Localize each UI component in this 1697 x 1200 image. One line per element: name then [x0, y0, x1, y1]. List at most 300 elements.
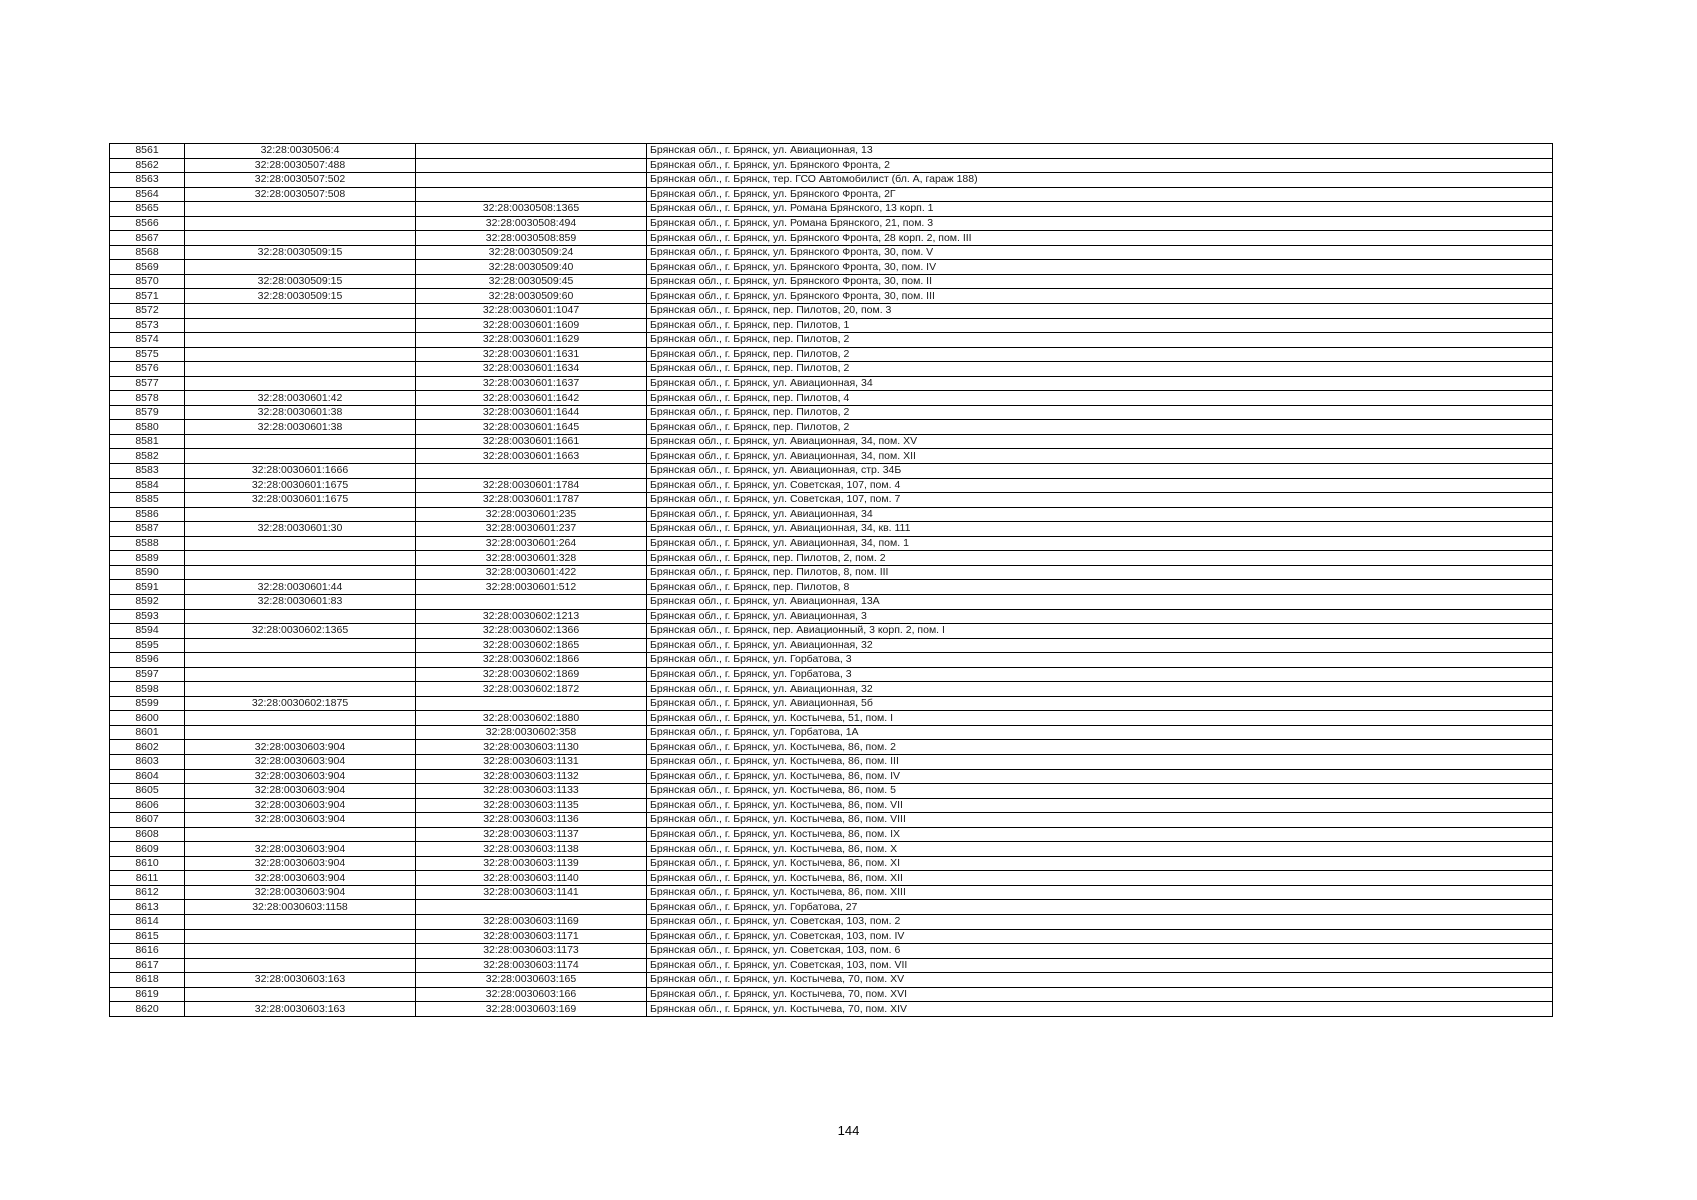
row-number-cell: 8616 — [110, 944, 185, 959]
parcel-cadastral-number-cell — [185, 638, 416, 653]
address-cell: Брянская обл., г. Брянск, ул. Костычева, 86, пом. IX — [647, 827, 1553, 842]
parcel-cadastral-number-cell: 32:28:0030603:904 — [185, 798, 416, 813]
parcel-cadastral-number-cell — [185, 216, 416, 231]
address-cell: Брянская обл., г. Брянск, ул. Советская, 103, пом. IV — [647, 929, 1553, 944]
parcel-cadastral-number-cell — [185, 565, 416, 580]
parcel-cadastral-number-cell: 32:28:0030603:904 — [185, 784, 416, 799]
address-cell: Брянская обл., г. Брянск, ул. Авиационная, 13 — [647, 144, 1553, 159]
table-row — [110, 871, 1553, 886]
table-row — [110, 973, 1553, 988]
table-row — [110, 289, 1553, 304]
row-number-cell: 8612 — [110, 885, 185, 900]
row-number-cell: 8611 — [110, 871, 185, 886]
row-number-cell: 8605 — [110, 784, 185, 799]
row-number-cell: 8575 — [110, 347, 185, 362]
row-number-cell: 8599 — [110, 696, 185, 711]
table-row — [110, 522, 1553, 537]
row-number-cell: 8595 — [110, 638, 185, 653]
address-cell: Брянская обл., г. Брянск, ул. Авиационная, 34, кв. 111 — [647, 522, 1553, 537]
address-cell: Брянская обл., г. Брянск, пер. Пилотов, 1 — [647, 318, 1553, 333]
row-number-cell: 8603 — [110, 754, 185, 769]
table-row — [110, 260, 1553, 275]
object-cadastral-number-cell: 32:28:0030603:165 — [416, 973, 647, 988]
row-number-cell: 8596 — [110, 653, 185, 668]
parcel-cadastral-number-cell — [185, 449, 416, 464]
parcel-cadastral-number-cell — [185, 944, 416, 959]
object-cadastral-number-cell: 32:28:0030601:264 — [416, 536, 647, 551]
table-row — [110, 653, 1553, 668]
object-cadastral-number-cell: 32:28:0030603:1131 — [416, 754, 647, 769]
object-cadastral-number-cell: 32:28:0030601:1784 — [416, 478, 647, 493]
address-cell: Брянская обл., г. Брянск, ул. Авиационная, 32 — [647, 682, 1553, 697]
object-cadastral-number-cell: 32:28:0030602:1869 — [416, 667, 647, 682]
table-row — [110, 245, 1553, 260]
row-number-cell: 8610 — [110, 856, 185, 871]
row-number-cell: 8570 — [110, 274, 185, 289]
table-row — [110, 958, 1553, 973]
address-cell: Брянская обл., г. Брянск, ул. Горбатова, 27 — [647, 900, 1553, 915]
object-cadastral-number-cell: 32:28:0030508:859 — [416, 231, 647, 246]
object-cadastral-number-cell: 32:28:0030601:1634 — [416, 362, 647, 377]
parcel-cadastral-number-cell: 32:28:0030603:1158 — [185, 900, 416, 915]
row-number-cell: 8601 — [110, 725, 185, 740]
table-row — [110, 842, 1553, 857]
object-cadastral-number-cell: 32:28:0030509:24 — [416, 245, 647, 260]
address-cell: Брянская обл., г. Брянск, ул. Авиационная, 32 — [647, 638, 1553, 653]
row-number-cell: 8608 — [110, 827, 185, 842]
row-number-cell: 8566 — [110, 216, 185, 231]
table-row — [110, 944, 1553, 959]
table-row — [110, 885, 1553, 900]
object-cadastral-number-cell: 32:28:0030509:40 — [416, 260, 647, 275]
table-row — [110, 769, 1553, 784]
table-row — [110, 362, 1553, 377]
object-cadastral-number-cell: 32:28:0030602:1872 — [416, 682, 647, 697]
row-number-cell: 8582 — [110, 449, 185, 464]
table-row — [110, 813, 1553, 828]
object-cadastral-number-cell: 32:28:0030508:494 — [416, 216, 647, 231]
address-cell: Брянская обл., г. Брянск, ул. Брянского Фронта, 30, пом. V — [647, 245, 1553, 260]
row-number-cell: 8617 — [110, 958, 185, 973]
address-cell: Брянская обл., г. Брянск, ул. Горбатова, 1А — [647, 725, 1553, 740]
address-cell: Брянская обл., г. Брянск, ул. Брянского Фронта, 2 — [647, 158, 1553, 173]
object-cadastral-number-cell: 32:28:0030603:1136 — [416, 813, 647, 828]
object-cadastral-number-cell: 32:28:0030601:1661 — [416, 434, 647, 449]
table-row — [110, 420, 1553, 435]
object-cadastral-number-cell: 32:28:0030601:1609 — [416, 318, 647, 333]
object-cadastral-number-cell: 32:28:0030603:1141 — [416, 885, 647, 900]
row-number-cell: 8587 — [110, 522, 185, 537]
table-row — [110, 754, 1553, 769]
table-row — [110, 638, 1553, 653]
address-cell: Брянская обл., г. Брянск, ул. Советская, 107, пом. 4 — [647, 478, 1553, 493]
parcel-cadastral-number-cell — [185, 507, 416, 522]
table-row — [110, 1002, 1553, 1017]
row-number-cell: 8620 — [110, 1002, 185, 1017]
address-cell: Брянская обл., г. Брянск, ул. Костычева, 86, пом. IV — [647, 769, 1553, 784]
table-row — [110, 827, 1553, 842]
parcel-cadastral-number-cell: 32:28:0030603:904 — [185, 769, 416, 784]
row-number-cell: 8607 — [110, 813, 185, 828]
object-cadastral-number-cell: 32:28:0030603:1130 — [416, 740, 647, 755]
row-number-cell: 8604 — [110, 769, 185, 784]
row-number-cell: 8586 — [110, 507, 185, 522]
object-cadastral-number-cell — [416, 173, 647, 188]
object-cadastral-number-cell: 32:28:0030601:1787 — [416, 493, 647, 508]
address-cell: Брянская обл., г. Брянск, пер. Пилотов, 2 — [647, 420, 1553, 435]
parcel-cadastral-number-cell — [185, 231, 416, 246]
row-number-cell: 8564 — [110, 187, 185, 202]
row-number-cell: 8600 — [110, 711, 185, 726]
table-row — [110, 187, 1553, 202]
address-cell: Брянская обл., г. Брянск, ул. Авиационная, 3 — [647, 609, 1553, 624]
parcel-cadastral-number-cell — [185, 827, 416, 842]
address-cell: Брянская обл., г. Брянск, ул. Брянского Фронта, 30, пом. II — [647, 274, 1553, 289]
parcel-cadastral-number-cell — [185, 434, 416, 449]
row-number-cell: 8589 — [110, 551, 185, 566]
object-cadastral-number-cell: 32:28:0030602:1366 — [416, 624, 647, 639]
row-number-cell: 8577 — [110, 376, 185, 391]
row-number-cell: 8592 — [110, 594, 185, 609]
object-cadastral-number-cell: 32:28:0030601:422 — [416, 565, 647, 580]
parcel-cadastral-number-cell — [185, 987, 416, 1002]
table-row — [110, 493, 1553, 508]
address-cell: Брянская обл., г. Брянск, ул. Брянского Фронта, 30, пом. III — [647, 289, 1553, 304]
object-cadastral-number-cell: 32:28:0030603:166 — [416, 987, 647, 1002]
table-row — [110, 347, 1553, 362]
parcel-cadastral-number-cell — [185, 551, 416, 566]
address-cell: Брянская обл., г. Брянск, пер. Пилотов, 2, пом. 2 — [647, 551, 1553, 566]
address-cell: Брянская обл., г. Брянск, ул. Советская, 107, пом. 7 — [647, 493, 1553, 508]
object-cadastral-number-cell: 32:28:0030601:1644 — [416, 405, 647, 420]
address-cell: Брянская обл., г. Брянск, ул. Костычева, 51, пом. I — [647, 711, 1553, 726]
table-row — [110, 405, 1553, 420]
address-cell: Брянская обл., г. Брянск, пер. Пилотов, 20, пом. 3 — [647, 304, 1553, 319]
table-row — [110, 856, 1553, 871]
registry-table — [109, 143, 1553, 1017]
object-cadastral-number-cell: 32:28:0030601:1629 — [416, 333, 647, 348]
table-row — [110, 667, 1553, 682]
table-row — [110, 144, 1553, 159]
row-number-cell: 8598 — [110, 682, 185, 697]
row-number-cell: 8602 — [110, 740, 185, 755]
table-row — [110, 376, 1553, 391]
parcel-cadastral-number-cell: 32:28:0030509:15 — [185, 245, 416, 260]
object-cadastral-number-cell: 32:28:0030601:1047 — [416, 304, 647, 319]
parcel-cadastral-number-cell: 32:28:0030507:502 — [185, 173, 416, 188]
table-row — [110, 216, 1553, 231]
parcel-cadastral-number-cell: 32:28:0030506:4 — [185, 144, 416, 159]
row-number-cell: 8615 — [110, 929, 185, 944]
parcel-cadastral-number-cell: 32:28:0030601:1675 — [185, 493, 416, 508]
object-cadastral-number-cell: 32:28:0030601:1631 — [416, 347, 647, 362]
object-cadastral-number-cell: 32:28:0030601:1663 — [416, 449, 647, 464]
table-row — [110, 551, 1553, 566]
object-cadastral-number-cell: 32:28:0030509:60 — [416, 289, 647, 304]
row-number-cell: 8572 — [110, 304, 185, 319]
row-number-cell: 8571 — [110, 289, 185, 304]
row-number-cell: 8594 — [110, 624, 185, 639]
object-cadastral-number-cell: 32:28:0030603:1133 — [416, 784, 647, 799]
object-cadastral-number-cell: 32:28:0030601:1642 — [416, 391, 647, 406]
parcel-cadastral-number-cell: 32:28:0030601:44 — [185, 580, 416, 595]
table-row — [110, 478, 1553, 493]
parcel-cadastral-number-cell — [185, 362, 416, 377]
address-cell: Брянская обл., г. Брянск, ул. Брянского Фронта, 2Г — [647, 187, 1553, 202]
parcel-cadastral-number-cell — [185, 304, 416, 319]
address-cell: Брянская обл., г. Брянск, ул. Костычева, 86, пом. XI — [647, 856, 1553, 871]
address-cell: Брянская обл., г. Брянск, ул. Костычева, 86, пом. 2 — [647, 740, 1553, 755]
address-cell: Брянская обл., г. Брянск, ул. Авиационная, 34 — [647, 376, 1553, 391]
row-number-cell: 8593 — [110, 609, 185, 624]
address-cell: Брянская обл., г. Брянск, ул. Авиационная, стр. 34Б — [647, 464, 1553, 479]
table-row — [110, 434, 1553, 449]
object-cadastral-number-cell — [416, 594, 647, 609]
parcel-cadastral-number-cell: 32:28:0030603:904 — [185, 754, 416, 769]
row-number-cell: 8568 — [110, 245, 185, 260]
parcel-cadastral-number-cell: 32:28:0030601:38 — [185, 420, 416, 435]
object-cadastral-number-cell: 32:28:0030601:1645 — [416, 420, 647, 435]
table-row — [110, 202, 1553, 217]
row-number-cell: 8590 — [110, 565, 185, 580]
address-cell: Брянская обл., г. Брянск, пер. Пилотов, 8, пом. III — [647, 565, 1553, 580]
address-cell: Брянская обл., г. Брянск, ул. Костычева, 70, пом. XV — [647, 973, 1553, 988]
parcel-cadastral-number-cell: 32:28:0030603:163 — [185, 973, 416, 988]
table-row — [110, 158, 1553, 173]
object-cadastral-number-cell: 32:28:0030603:1135 — [416, 798, 647, 813]
object-cadastral-number-cell — [416, 464, 647, 479]
object-cadastral-number-cell: 32:28:0030603:1169 — [416, 914, 647, 929]
address-cell: Брянская обл., г. Брянск, пер. Пилотов, 2 — [647, 347, 1553, 362]
parcel-cadastral-number-cell: 32:28:0030603:163 — [185, 1002, 416, 1017]
parcel-cadastral-number-cell: 32:28:0030603:904 — [185, 740, 416, 755]
parcel-cadastral-number-cell: 32:28:0030601:1675 — [185, 478, 416, 493]
address-cell: Брянская обл., г. Брянск, ул. Горбатова, 3 — [647, 653, 1553, 668]
row-number-cell: 8576 — [110, 362, 185, 377]
table-row — [110, 464, 1553, 479]
object-cadastral-number-cell: 32:28:0030602:358 — [416, 725, 647, 740]
object-cadastral-number-cell: 32:28:0030603:1174 — [416, 958, 647, 973]
parcel-cadastral-number-cell — [185, 536, 416, 551]
address-cell: Брянская обл., г. Брянск, ул. Романа Брянского, 21, пом. 3 — [647, 216, 1553, 231]
address-cell: Брянская обл., г. Брянск, тер. ГСО Автомобилист (бл. А, гараж 188) — [647, 173, 1553, 188]
row-number-cell: 8588 — [110, 536, 185, 551]
table-row — [110, 391, 1553, 406]
object-cadastral-number-cell: 32:28:0030603:169 — [416, 1002, 647, 1017]
address-cell: Брянская обл., г. Брянск, ул. Брянского Фронта, 30, пом. IV — [647, 260, 1553, 275]
parcel-cadastral-number-cell — [185, 376, 416, 391]
row-number-cell: 8578 — [110, 391, 185, 406]
parcel-cadastral-number-cell: 32:28:0030509:15 — [185, 274, 416, 289]
object-cadastral-number-cell — [416, 187, 647, 202]
table-row — [110, 740, 1553, 755]
table-row — [110, 696, 1553, 711]
address-cell: Брянская обл., г. Брянск, ул. Советская, 103, пом. 6 — [647, 944, 1553, 959]
table-row — [110, 624, 1553, 639]
row-number-cell: 8609 — [110, 842, 185, 857]
table-row — [110, 798, 1553, 813]
object-cadastral-number-cell — [416, 158, 647, 173]
page-number: 144 — [837, 1123, 860, 1138]
address-cell: Брянская обл., г. Брянск, ул. Брянского Фронта, 28 корп. 2, пом. III — [647, 231, 1553, 246]
address-cell: Брянская обл., г. Брянск, ул. Авиационная, 34, пом. XII — [647, 449, 1553, 464]
object-cadastral-number-cell — [416, 900, 647, 915]
row-number-cell: 8561 — [110, 144, 185, 159]
address-cell: Брянская обл., г. Брянск, ул. Костычева, 86, пом. X — [647, 842, 1553, 857]
address-cell: Брянская обл., г. Брянск, ул. Советская, 103, пом. 2 — [647, 914, 1553, 929]
object-cadastral-number-cell: 32:28:0030601:237 — [416, 522, 647, 537]
parcel-cadastral-number-cell — [185, 653, 416, 668]
table-row — [110, 536, 1553, 551]
object-cadastral-number-cell: 32:28:0030601:235 — [416, 507, 647, 522]
parcel-cadastral-number-cell — [185, 609, 416, 624]
table-row — [110, 274, 1553, 289]
parcel-cadastral-number-cell: 32:28:0030603:904 — [185, 842, 416, 857]
object-cadastral-number-cell: 32:28:0030602:1880 — [416, 711, 647, 726]
parcel-cadastral-number-cell: 32:28:0030601:30 — [185, 522, 416, 537]
parcel-cadastral-number-cell — [185, 958, 416, 973]
row-number-cell: 8614 — [110, 914, 185, 929]
row-number-cell: 8574 — [110, 333, 185, 348]
table-row — [110, 725, 1553, 740]
row-number-cell: 8585 — [110, 493, 185, 508]
address-cell: Брянская обл., г. Брянск, ул. Костычева, 86, пом. 5 — [647, 784, 1553, 799]
row-number-cell: 8583 — [110, 464, 185, 479]
row-number-cell: 8569 — [110, 260, 185, 275]
parcel-cadastral-number-cell: 32:28:0030601:83 — [185, 594, 416, 609]
parcel-cadastral-number-cell: 32:28:0030603:904 — [185, 871, 416, 886]
table-row — [110, 231, 1553, 246]
address-cell: Брянская обл., г. Брянск, ул. Авиационная, 5б — [647, 696, 1553, 711]
object-cadastral-number-cell: 32:28:0030601:328 — [416, 551, 647, 566]
object-cadastral-number-cell: 32:28:0030509:45 — [416, 274, 647, 289]
address-cell: Брянская обл., г. Брянск, ул. Советская, 103, пом. VII — [647, 958, 1553, 973]
row-number-cell: 8565 — [110, 202, 185, 217]
address-cell: Брянская обл., г. Брянск, ул. Костычева, 70, пом. XIV — [647, 1002, 1553, 1017]
parcel-cadastral-number-cell — [185, 914, 416, 929]
object-cadastral-number-cell: 32:28:0030508:1365 — [416, 202, 647, 217]
table-row — [110, 784, 1553, 799]
parcel-cadastral-number-cell: 32:28:0030601:1666 — [185, 464, 416, 479]
row-number-cell: 8581 — [110, 434, 185, 449]
address-cell: Брянская обл., г. Брянск, ул. Авиационная, 34, пом. XV — [647, 434, 1553, 449]
object-cadastral-number-cell — [416, 696, 647, 711]
row-number-cell: 8619 — [110, 987, 185, 1002]
object-cadastral-number-cell — [416, 144, 647, 159]
parcel-cadastral-number-cell: 32:28:0030603:904 — [185, 856, 416, 871]
parcel-cadastral-number-cell: 32:28:0030602:1365 — [185, 624, 416, 639]
object-cadastral-number-cell: 32:28:0030603:1140 — [416, 871, 647, 886]
row-number-cell: 8573 — [110, 318, 185, 333]
object-cadastral-number-cell: 32:28:0030602:1866 — [416, 653, 647, 668]
parcel-cadastral-number-cell — [185, 929, 416, 944]
address-cell: Брянская обл., г. Брянск, пер. Пилотов, 4 — [647, 391, 1553, 406]
address-cell: Брянская обл., г. Брянск, ул. Горбатова, 3 — [647, 667, 1553, 682]
object-cadastral-number-cell: 32:28:0030603:1173 — [416, 944, 647, 959]
address-cell: Брянская обл., г. Брянск, ул. Авиационная, 34, пом. 1 — [647, 536, 1553, 551]
address-cell: Брянская обл., г. Брянск, ул. Костычева, 70, пом. XVI — [647, 987, 1553, 1002]
parcel-cadastral-number-cell — [185, 667, 416, 682]
address-cell: Брянская обл., г. Брянск, ул. Костычева, 86, пом. XII — [647, 871, 1553, 886]
object-cadastral-number-cell: 32:28:0030603:1139 — [416, 856, 647, 871]
parcel-cadastral-number-cell: 32:28:0030507:488 — [185, 158, 416, 173]
parcel-cadastral-number-cell — [185, 318, 416, 333]
parcel-cadastral-number-cell: 32:28:0030509:15 — [185, 289, 416, 304]
table-row — [110, 580, 1553, 595]
address-cell: Брянская обл., г. Брянск, пер. Авиационный, 3 корп. 2, пом. I — [647, 624, 1553, 639]
table-row — [110, 914, 1553, 929]
parcel-cadastral-number-cell — [185, 333, 416, 348]
address-cell: Брянская обл., г. Брянск, ул. Романа Брянского, 13 корп. 1 — [647, 202, 1553, 217]
registry-table-body — [110, 144, 1553, 1017]
row-number-cell: 8567 — [110, 231, 185, 246]
row-number-cell: 8563 — [110, 173, 185, 188]
row-number-cell: 8580 — [110, 420, 185, 435]
parcel-cadastral-number-cell: 32:28:0030603:904 — [185, 813, 416, 828]
table-row — [110, 333, 1553, 348]
object-cadastral-number-cell: 32:28:0030602:1865 — [416, 638, 647, 653]
address-cell: Брянская обл., г. Брянск, пер. Пилотов, 8 — [647, 580, 1553, 595]
row-number-cell: 8579 — [110, 405, 185, 420]
parcel-cadastral-number-cell — [185, 260, 416, 275]
object-cadastral-number-cell: 32:28:0030601:512 — [416, 580, 647, 595]
table-row — [110, 900, 1553, 915]
address-cell: Брянская обл., г. Брянск, ул. Костычева, 86, пом. VII — [647, 798, 1553, 813]
parcel-cadastral-number-cell — [185, 711, 416, 726]
address-cell: Брянская обл., г. Брянск, ул. Авиационная, 34 — [647, 507, 1553, 522]
table-row — [110, 711, 1553, 726]
parcel-cadastral-number-cell: 32:28:0030603:904 — [185, 885, 416, 900]
parcel-cadastral-number-cell — [185, 202, 416, 217]
address-cell: Брянская обл., г. Брянск, ул. Авиационная, 13А — [647, 594, 1553, 609]
row-number-cell: 8591 — [110, 580, 185, 595]
row-number-cell: 8562 — [110, 158, 185, 173]
parcel-cadastral-number-cell: 32:28:0030601:38 — [185, 405, 416, 420]
table-row — [110, 318, 1553, 333]
address-cell: Брянская обл., г. Брянск, пер. Пилотов, 2 — [647, 333, 1553, 348]
parcel-cadastral-number-cell: 32:28:0030507:508 — [185, 187, 416, 202]
table-row — [110, 173, 1553, 188]
table-row — [110, 507, 1553, 522]
object-cadastral-number-cell: 32:28:0030601:1637 — [416, 376, 647, 391]
table-row — [110, 594, 1553, 609]
address-cell: Брянская обл., г. Брянск, ул. Костычева, 86, пом. XIII — [647, 885, 1553, 900]
parcel-cadastral-number-cell — [185, 682, 416, 697]
parcel-cadastral-number-cell: 32:28:0030602:1875 — [185, 696, 416, 711]
table-row — [110, 449, 1553, 464]
table-row — [110, 682, 1553, 697]
object-cadastral-number-cell: 32:28:0030603:1137 — [416, 827, 647, 842]
table-row — [110, 565, 1553, 580]
parcel-cadastral-number-cell — [185, 347, 416, 362]
address-cell: Брянская обл., г. Брянск, ул. Костычева, 86, пом. VIII — [647, 813, 1553, 828]
table-row — [110, 929, 1553, 944]
row-number-cell: 8613 — [110, 900, 185, 915]
table-row — [110, 304, 1553, 319]
row-number-cell: 8618 — [110, 973, 185, 988]
object-cadastral-number-cell: 32:28:0030602:1213 — [416, 609, 647, 624]
object-cadastral-number-cell: 32:28:0030603:1138 — [416, 842, 647, 857]
object-cadastral-number-cell: 32:28:0030603:1132 — [416, 769, 647, 784]
row-number-cell: 8597 — [110, 667, 185, 682]
address-cell: Брянская обл., г. Брянск, пер. Пилотов, 2 — [647, 405, 1553, 420]
row-number-cell: 8606 — [110, 798, 185, 813]
row-number-cell: 8584 — [110, 478, 185, 493]
parcel-cadastral-number-cell — [185, 725, 416, 740]
object-cadastral-number-cell: 32:28:0030603:1171 — [416, 929, 647, 944]
address-cell: Брянская обл., г. Брянск, пер. Пилотов, 2 — [647, 362, 1553, 377]
table-row — [110, 987, 1553, 1002]
